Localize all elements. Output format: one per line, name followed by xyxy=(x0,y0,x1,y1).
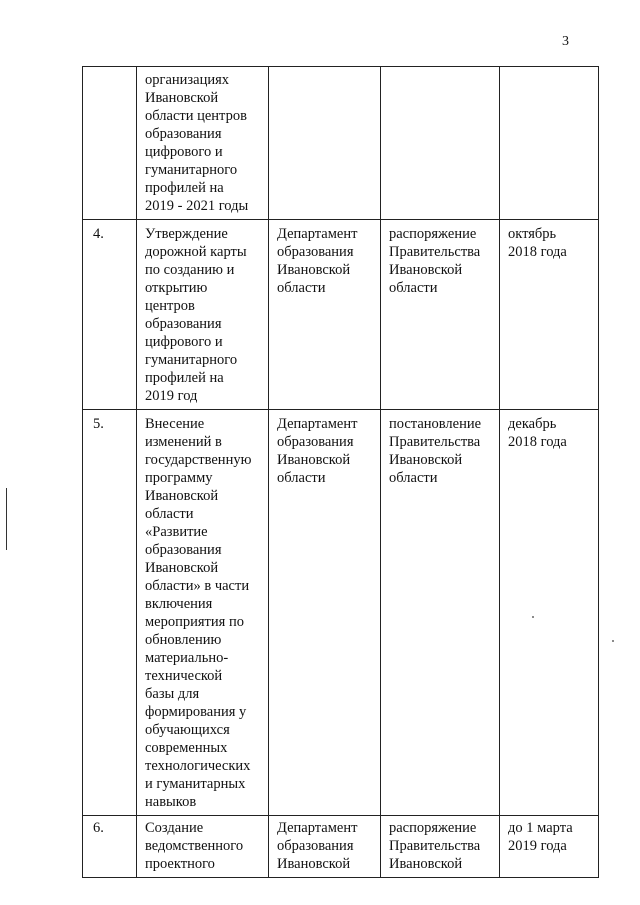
responsible-cell: Департамент образования Ивановской области xyxy=(269,220,381,410)
table-row xyxy=(83,816,599,878)
deadline-cell: октябрь 2018 года xyxy=(500,220,599,410)
responsible-cell xyxy=(269,67,381,220)
action-cell: Внесение изменений в государственную программу Ивановской области «Развитие образования Ивановской области» в части включения мероприятия по обновлению материально- технической базы для формирования у обучающихся современных технологических и гуманитарных навыков xyxy=(137,410,269,816)
deadline-cell: до 1 марта 2019 года xyxy=(500,816,599,878)
deadline-cell xyxy=(500,67,599,220)
row-number: 6. xyxy=(83,816,137,878)
margin-mark xyxy=(6,488,7,550)
action-cell: Создание ведомственного проектного xyxy=(137,816,269,878)
document-cell xyxy=(381,67,500,220)
table-row xyxy=(83,410,599,816)
table-row xyxy=(83,220,599,410)
row-number: 5. xyxy=(83,410,137,816)
row-number: 4. xyxy=(83,220,137,410)
document-cell: постановление Правительства Ивановской области xyxy=(381,410,500,816)
plan-table xyxy=(82,66,599,878)
responsible-cell: Департамент образования Ивановской xyxy=(269,816,381,878)
action-cell: организациях Ивановской области центров образования цифрового и гуманитарного профилей на 2019 - 2021 годы xyxy=(137,67,269,220)
row-number xyxy=(83,67,137,220)
deadline-cell: декабрь 2018 года xyxy=(500,410,599,816)
document-cell: распоряжение Правительства Ивановской области xyxy=(381,220,500,410)
document-cell: распоряжение Правительства Ивановской xyxy=(381,816,500,878)
table-row xyxy=(83,67,599,220)
action-cell: Утверждение дорожной карты по созданию и открытию центров образования цифрового и гуманитарного профилей на 2019 год xyxy=(137,220,269,410)
page-number: 3 xyxy=(562,34,569,49)
responsible-cell: Департамент образования Ивановской области xyxy=(269,410,381,816)
scan-speck xyxy=(612,640,614,642)
